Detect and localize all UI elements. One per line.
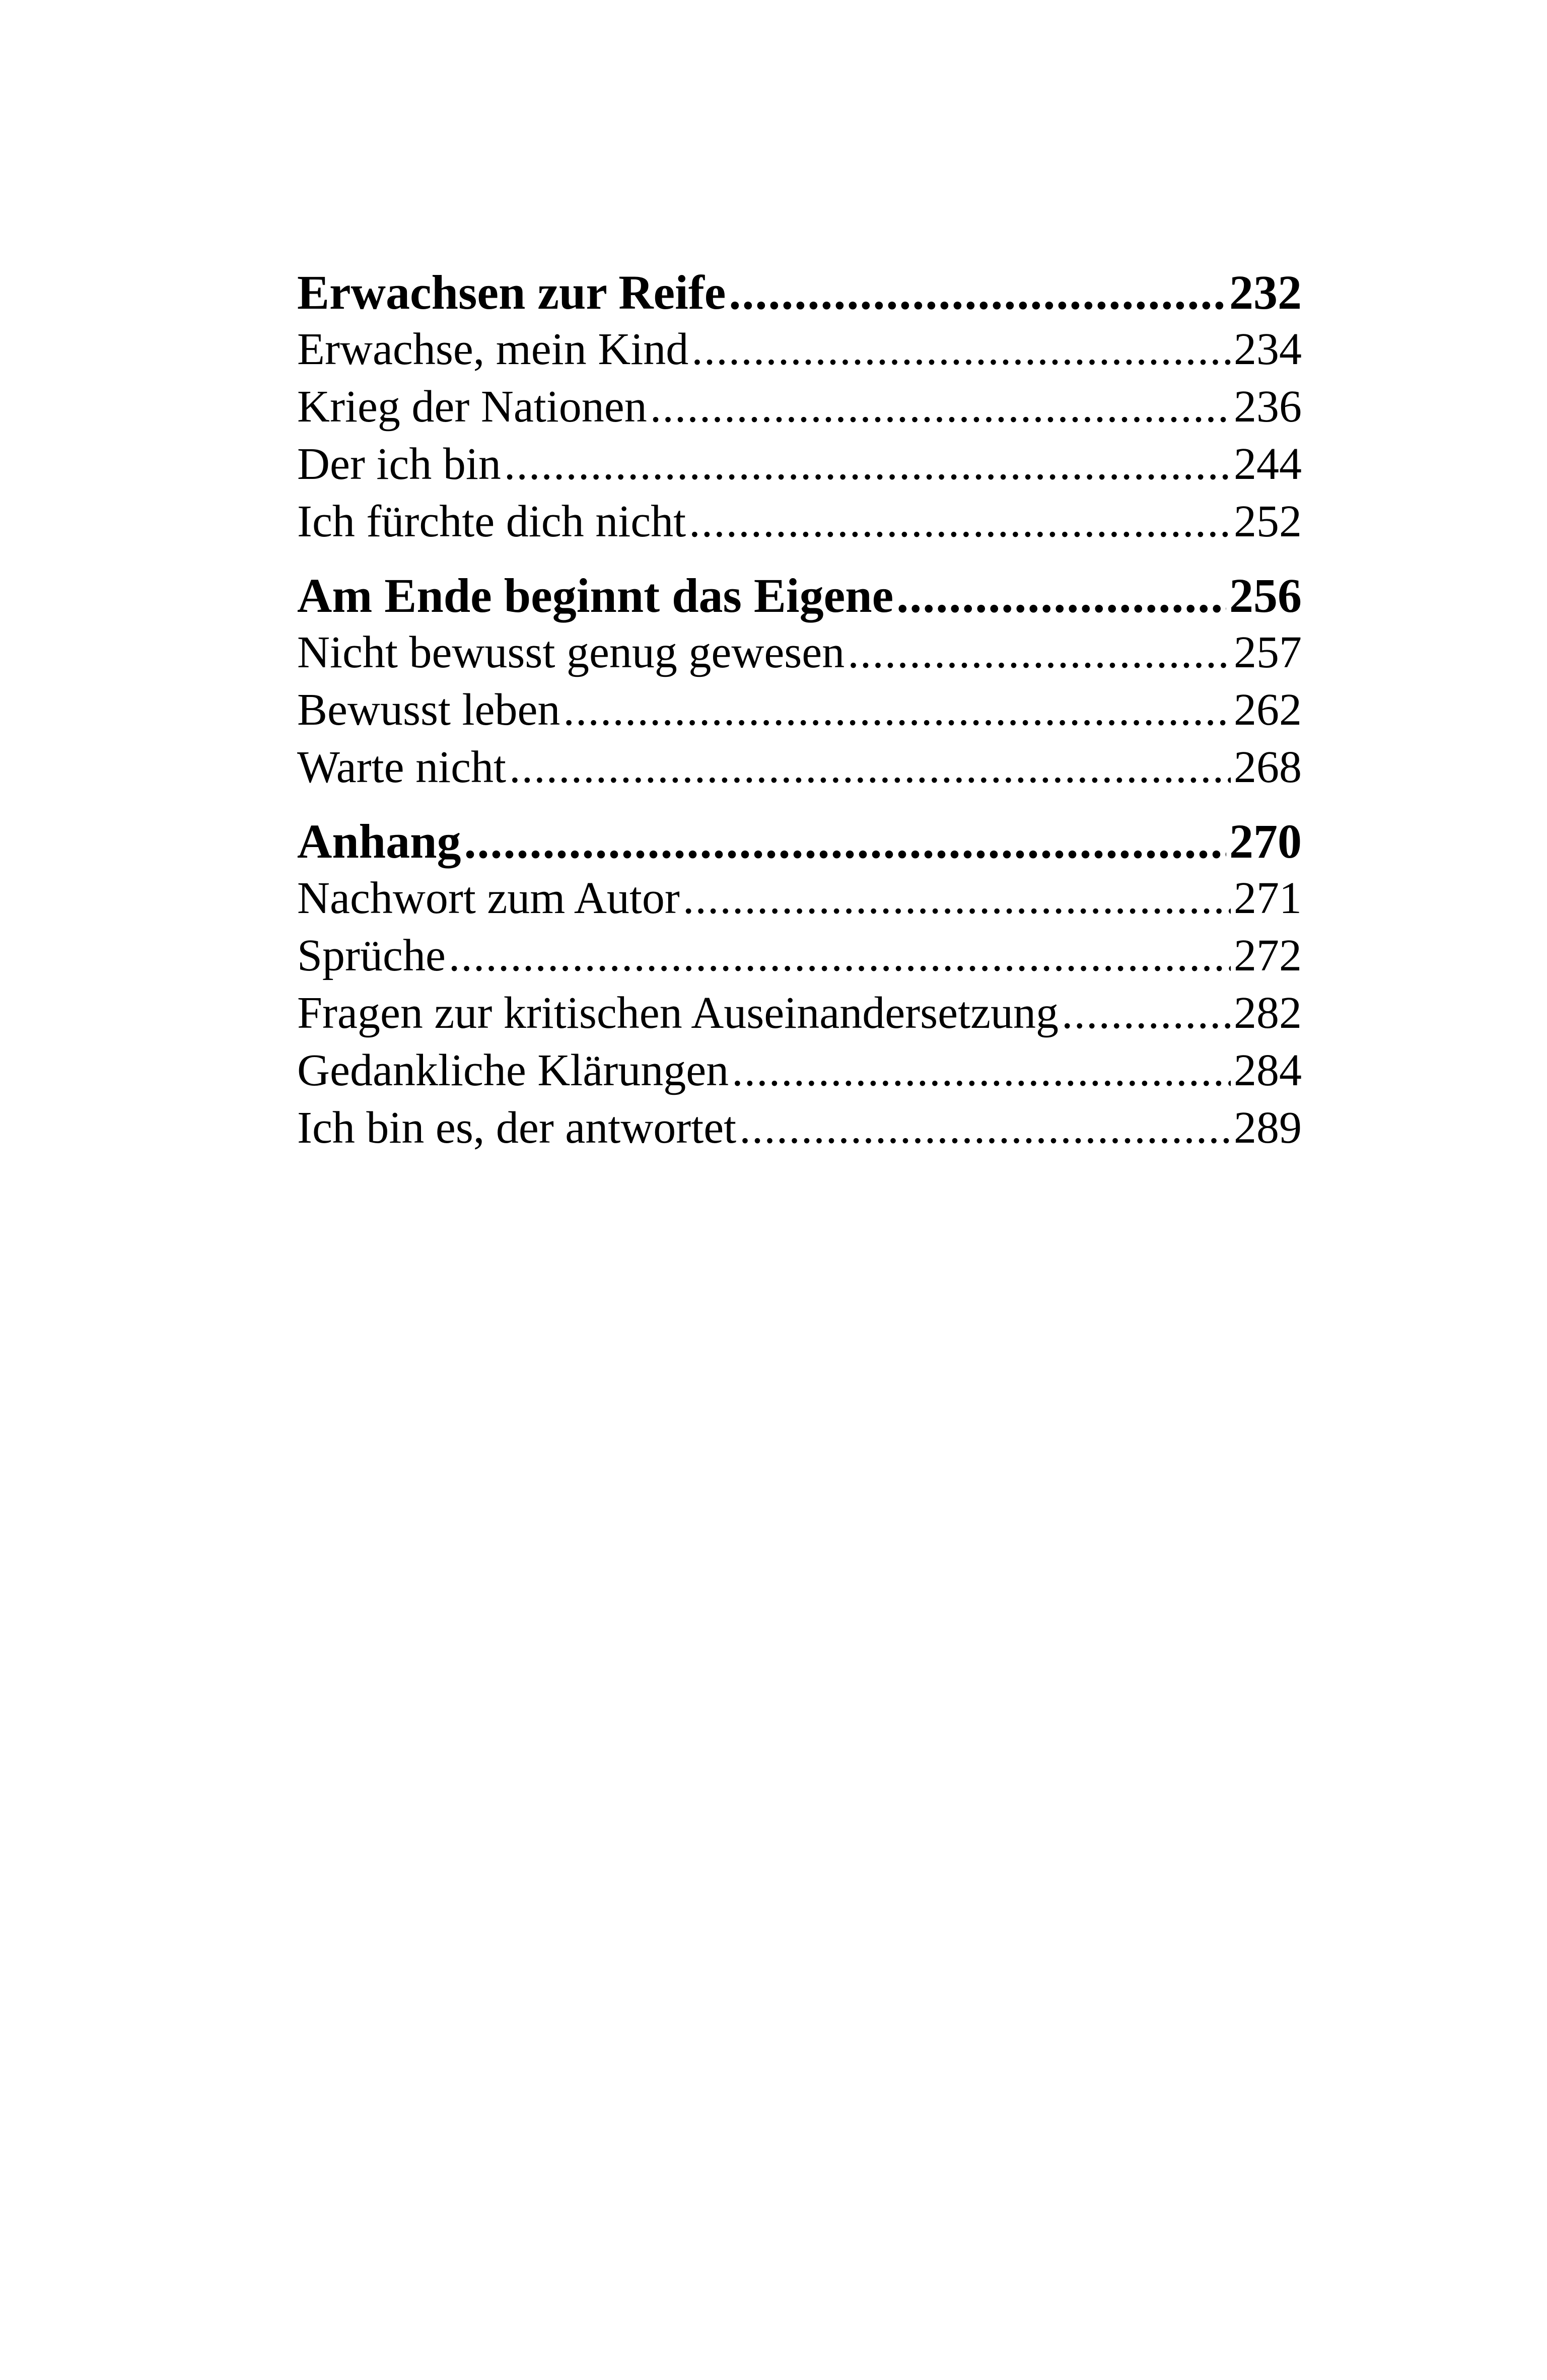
toc-entry	[297, 739, 1302, 796]
toc-entry	[297, 378, 1302, 436]
toc-entry-title: Gedankliche Klärungen	[297, 1045, 729, 1095]
toc-entry-page: 282	[1234, 988, 1302, 1038]
toc-heading-page: 232	[1229, 265, 1302, 319]
dot-leader	[689, 493, 1231, 550]
toc-entry-title: Ich fürchte dich nicht	[297, 497, 686, 546]
toc-entry-page: 244	[1234, 439, 1302, 489]
dot-leader	[504, 436, 1231, 493]
toc-entry	[297, 985, 1302, 1042]
toc-entry	[297, 1042, 1302, 1099]
dot-leader	[683, 870, 1231, 927]
toc-entry-page: 262	[1234, 685, 1302, 735]
toc-entry	[297, 927, 1302, 985]
toc-entry-page: 284	[1234, 1045, 1302, 1095]
dot-leader	[896, 568, 1226, 624]
dot-leader	[464, 813, 1227, 870]
toc-entry	[297, 1099, 1302, 1157]
toc-entry-page: 268	[1234, 742, 1302, 792]
dot-leader	[739, 1099, 1231, 1157]
toc-entry	[297, 321, 1302, 378]
toc-section-heading	[297, 568, 1302, 624]
toc-section-anhang	[297, 813, 1302, 1157]
toc-entry	[297, 681, 1302, 739]
toc-entry-page: 257	[1234, 627, 1302, 677]
dot-leader	[509, 739, 1231, 796]
toc-heading-page: 270	[1229, 814, 1302, 868]
toc-entry-title: Krieg der Nationen	[297, 382, 647, 432]
toc-entry	[297, 870, 1302, 927]
toc-heading-title: Erwachsen zur Reife	[297, 265, 726, 319]
toc-entry-title: Bewusst leben	[297, 685, 560, 735]
toc-section-heading	[297, 264, 1302, 321]
toc-entry-title: Warte nicht	[297, 742, 507, 792]
toc-entry-title: Nachwort zum Autor	[297, 873, 680, 923]
toc-entry	[297, 436, 1302, 493]
toc-entry-title: Der ich bin	[297, 439, 501, 489]
toc-entry-page: 289	[1234, 1103, 1302, 1153]
dot-leader	[449, 927, 1231, 985]
toc-entry	[297, 624, 1302, 681]
toc-entry-title: Nicht bewusst genug gewesen	[297, 627, 845, 677]
toc-entry-page: 236	[1234, 382, 1302, 432]
toc-entry-page: 271	[1234, 873, 1302, 923]
toc-entry-page: 252	[1234, 497, 1302, 546]
dot-leader	[1062, 985, 1231, 1042]
dot-leader	[650, 378, 1231, 436]
dot-leader	[729, 264, 1226, 321]
dot-leader	[563, 681, 1231, 739]
toc-entry-title: Fragen zur kritischen Auseinandersetzung	[297, 988, 1059, 1038]
dot-leader	[691, 321, 1231, 378]
toc-entry-page: 234	[1234, 324, 1302, 374]
table-of-contents	[297, 264, 1302, 1157]
dot-leader	[848, 624, 1231, 681]
toc-heading-page: 256	[1229, 569, 1302, 622]
toc-entry-title: Erwachse, mein Kind	[297, 324, 689, 374]
dot-leader	[732, 1042, 1231, 1099]
toc-section-am-ende	[297, 568, 1302, 796]
toc-heading-title: Am Ende beginnt das Eigene	[297, 569, 894, 622]
toc-entry	[297, 493, 1302, 550]
toc-entry-title: Ich bin es, der antwortet	[297, 1103, 737, 1153]
toc-section-erwachsen	[297, 264, 1302, 550]
toc-section-heading	[297, 813, 1302, 870]
toc-entry-page: 272	[1234, 931, 1302, 981]
toc-heading-title: Anhang	[297, 814, 461, 868]
toc-entry-title: Sprüche	[297, 931, 446, 981]
